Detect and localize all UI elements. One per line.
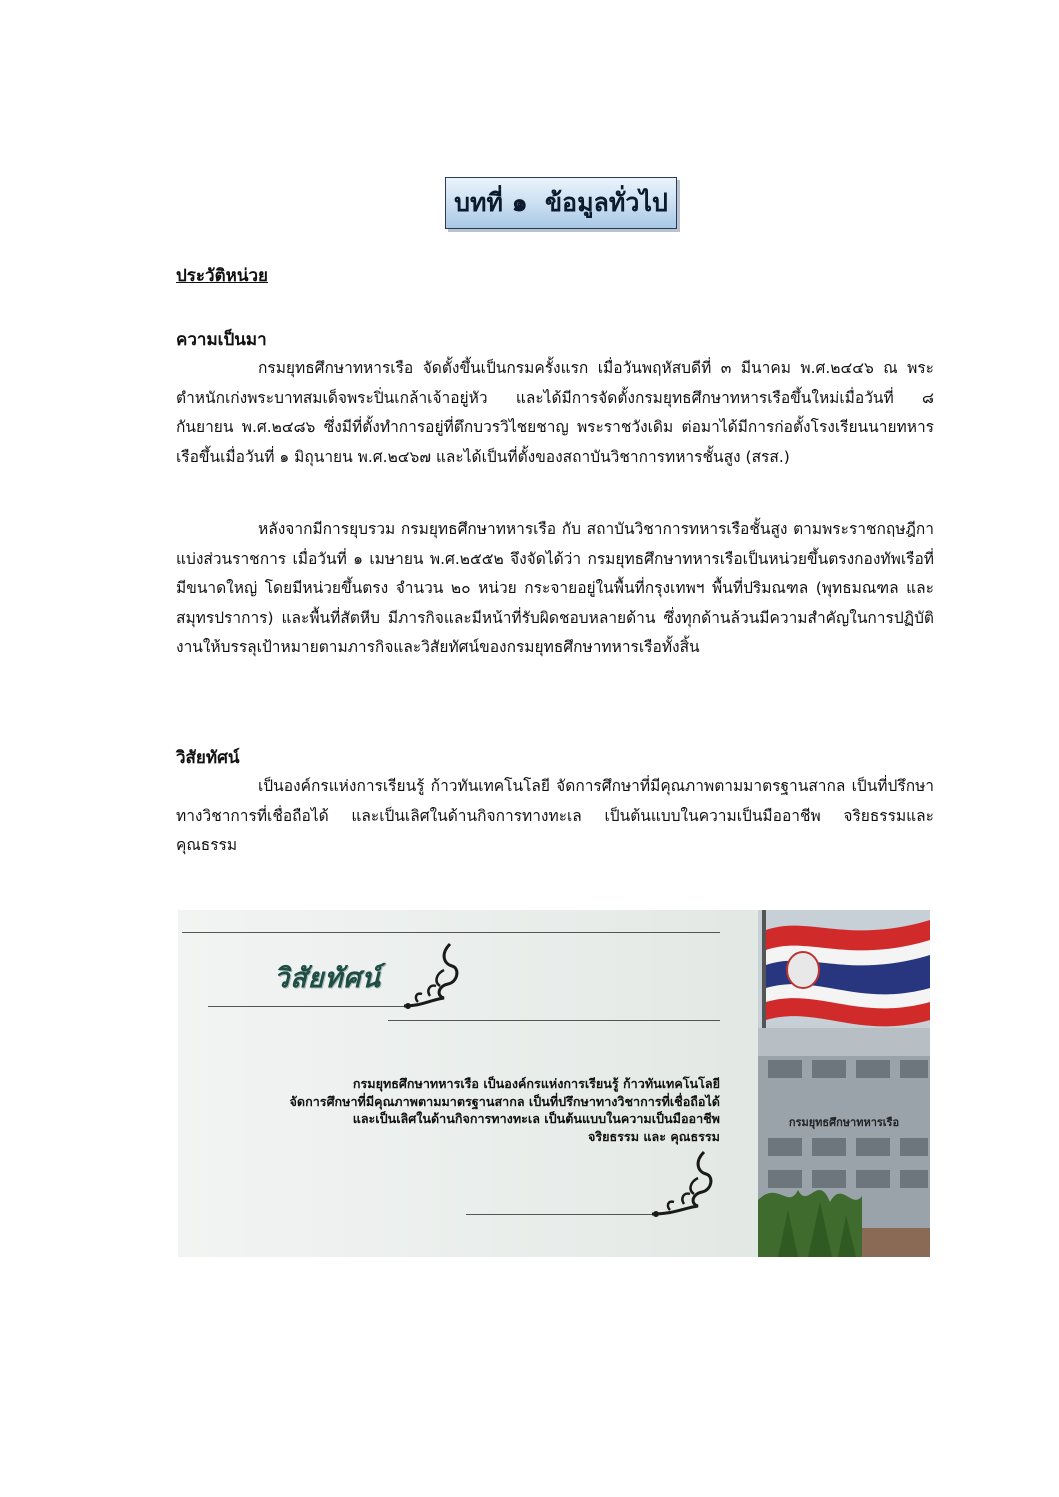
background-paragraph-2: หลังจากมีการยุบรวม กรมยุทธศึกษาทหารเรือ กับ สถาบันวิชาการทหารเรือชั้นสูง ตามพระราชกฤษฎีกาแบ่งส่วนราชการ เมื่อวันที่ ๑ เมษายน พ.ศ.๒๕๕๒ จึงจัดได้ว่า กรมยุทธศึกษาทหารเรือเป็นหน่วยขึ้นตรงกองทัพเรือที่มีขนาดใหญ่ โดยมีหน่วยขึ้นตรง จำนวน ๒๐ หน่วย กระจายอยู่ในพื้นที่กรุงเทพฯ พื้นที่ปริมณฑล (พุทธมณฑล และสมุทรปราการ) และพื้นที่สัตหีบ มีภารกิจและมีหน้าที่รับผิดชอบหลายด้าน ซึ่งทุกด้านล้วนมีความสำคัญในการปฏิบัติงานให้บรรลุเป้าหมายตามภารกิจและวิสัยทัศน์ของกรมยุทธศึกษาทหารเรือทั้งสิ้น [176, 520, 934, 656]
vision-heading: วิสัยทัศน์ [176, 748, 240, 768]
banner-line-2: จัดการศึกษาที่มีคุณภาพตามมาตรฐานสากล เป็นที่ปรึกษาทางวิชาการที่เชื่อถือได้ [289, 1093, 720, 1109]
vision-paragraph: เป็นองค์กรแห่งการเรียนรู้ ก้าวทันเทคโนโลยี จัดการศึกษาที่มีคุณภาพตามมาตรฐานสากล เป็นที่ปรึกษาทางวิชาการที่เชื่อถือได้ และเป็นเลิศในด้านกิจการทางทะเล เป็นต้นแบบในความเป็นมืออาชีพ จริยธรรมและคุณธรรม [176, 777, 934, 854]
banner-top-line [182, 932, 720, 933]
banner-middle-line [388, 1020, 720, 1021]
thai-ornament-icon [400, 940, 464, 1014]
banner-vision-text [200, 1075, 720, 1145]
banner-title-underline [208, 1006, 408, 1007]
background-heading: ความเป็นมา [176, 330, 267, 350]
banner-line-4: จริยธรรม และ คุณธรรม [587, 1128, 720, 1144]
building-flag-photo [758, 910, 930, 1257]
background-paragraph-1: กรมยุทธศึกษาทหารเรือ จัดตั้งขึ้นเป็นกรมครั้งแรก เมื่อวันพฤหัสบดีที่ ๓ มีนาคม พ.ศ.๒๔๔๖ ณ พระตำหนักเก่งพระบาทสมเด็จพระปิ่นเกล้าเจ้าอยู่หัว และได้มีการจัดตั้งกรมยุทธศึกษาทหารเรือขึ้นใหม่เมื่อวันที่ ๘ กันยายน พ.ศ.๒๔๘๖ ซึ่งมีที่ตั้งทำการอยู่ที่ตึกบวรวิไชยชาญ พระราชวังเดิม ต่อมาได้มีการก่อตั้งโรงเรียนนายทหารเรือขึ้นเมื่อวันที่ ๑ มิถุนายน พ.ศ.๒๔๖๗ และได้เป็นที่ตั้งของสถาบันวิชาการทหารชั้นสูง (สรส.) [176, 359, 934, 466]
section-title: ประวัติหน่วย [176, 266, 268, 286]
building-flag-image [758, 910, 930, 1257]
banner-line-1: กรมยุทธศึกษาทหารเรือ เป็นองค์กรแห่งการเรียนรู้ ก้าวทันเทคโนโลยี [352, 1076, 720, 1091]
chapter-title-box [445, 177, 677, 229]
banner-title: วิสัยทัศน์ [274, 963, 381, 994]
vision-banner [178, 910, 930, 1257]
banner-line-3: และเป็นเลิศในด้านกิจการทางทะเล เป็นต้นแบบในความเป็นมืออาชีพ [352, 1111, 720, 1126]
thai-ornament-bottom-icon [648, 1148, 718, 1222]
chapter-title: บทที่ ๑ ข้อมูลทั่วไป [454, 188, 668, 217]
building-sign-text: กรมยุทธศึกษาทหารเรือ [788, 1116, 900, 1129]
banner-bottom-line [466, 1214, 656, 1215]
